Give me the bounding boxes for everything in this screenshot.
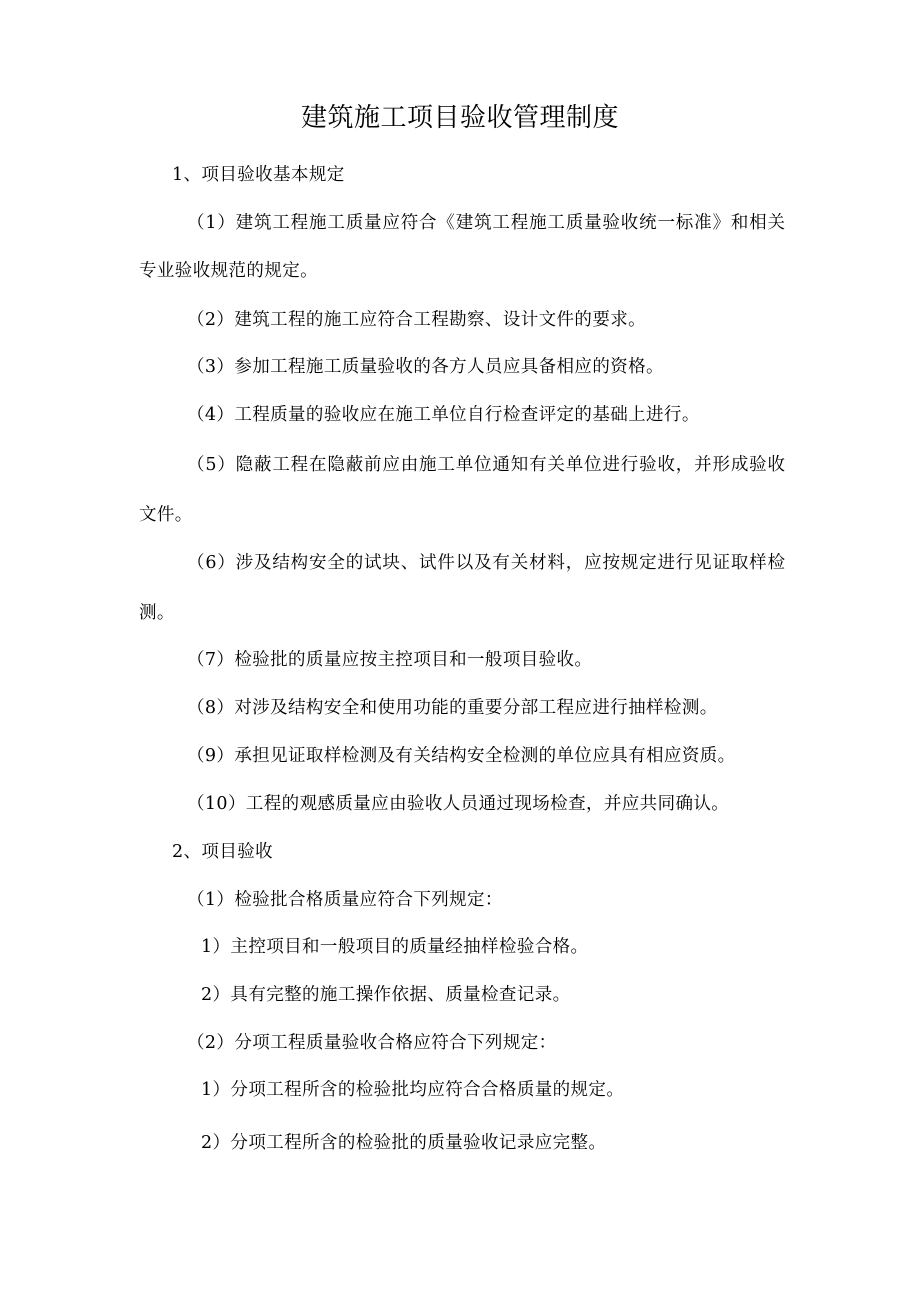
section-2-heading: 2、项目验收 <box>172 842 274 862</box>
section-1-item-10: （10）工程的观感质量应由验收人员通过现场检查，并应共同确认。 <box>187 794 730 814</box>
section-2-item-1: （1）检验批合格质量应符合下列规定： <box>187 890 503 910</box>
section-1-heading: 1、项目验收基本规定 <box>172 165 345 185</box>
section-1-item-6-line-1: （6）涉及结构安全的试块、试件以及有关材料，应按规定进行见证取样检 <box>187 553 785 573</box>
section-1-item-9: （9）承担见证取样检测及有关结构安全检测的单位应具有相应资质。 <box>187 746 736 766</box>
section-1-item-1-line-2: 专业验收规范的规定。 <box>139 261 318 281</box>
section-1-item-5-line-2: 文件。 <box>139 505 193 525</box>
section-1-item-5-line-1: （5）隐蔽工程在隐蔽前应由施工单位通知有关单位进行验收，并形成验收 <box>187 455 785 475</box>
section-2-item-2-sub-1: 1）分项工程所含的检验批均应符合合格质量的规定。 <box>201 1080 625 1100</box>
section-1-item-7: （7）检验批的质量应按主控项目和一般项目验收。 <box>187 650 593 670</box>
section-1-item-4: （4）工程质量的验收应在施工单位自行检查评定的基础上进行。 <box>187 405 700 425</box>
section-2-item-2-sub-2: 2）分项工程所含的检验批的质量验收记录应完整。 <box>201 1133 607 1153</box>
section-2-item-1-sub-2: 2）具有完整的施工操作依据、质量检查记录。 <box>201 985 571 1005</box>
section-1-item-2: （2）建筑工程的施工应符合工程勘察、设计文件的要求。 <box>187 310 647 330</box>
section-1-item-8: （8）对涉及结构安全和使用功能的重要分部工程应进行抽样检测。 <box>187 698 718 718</box>
section-2-item-2: （2）分项工程质量验收合格应符合下列规定： <box>187 1033 557 1053</box>
section-1-item-1-line-1: （1）建筑工程施工质量应符合《建筑工程施工质量验收统一标准》和相关 <box>187 213 785 233</box>
document-title: 建筑施工项目验收管理制度 <box>300 103 619 133</box>
section-1-item-6-line-2: 测。 <box>139 603 175 623</box>
section-2-item-1-sub-1: 1）主控项目和一般项目的质量经抽样检验合格。 <box>201 937 589 957</box>
section-1-item-3: （3）参加工程施工质量验收的各方人员应具备相应的资格。 <box>187 357 664 377</box>
